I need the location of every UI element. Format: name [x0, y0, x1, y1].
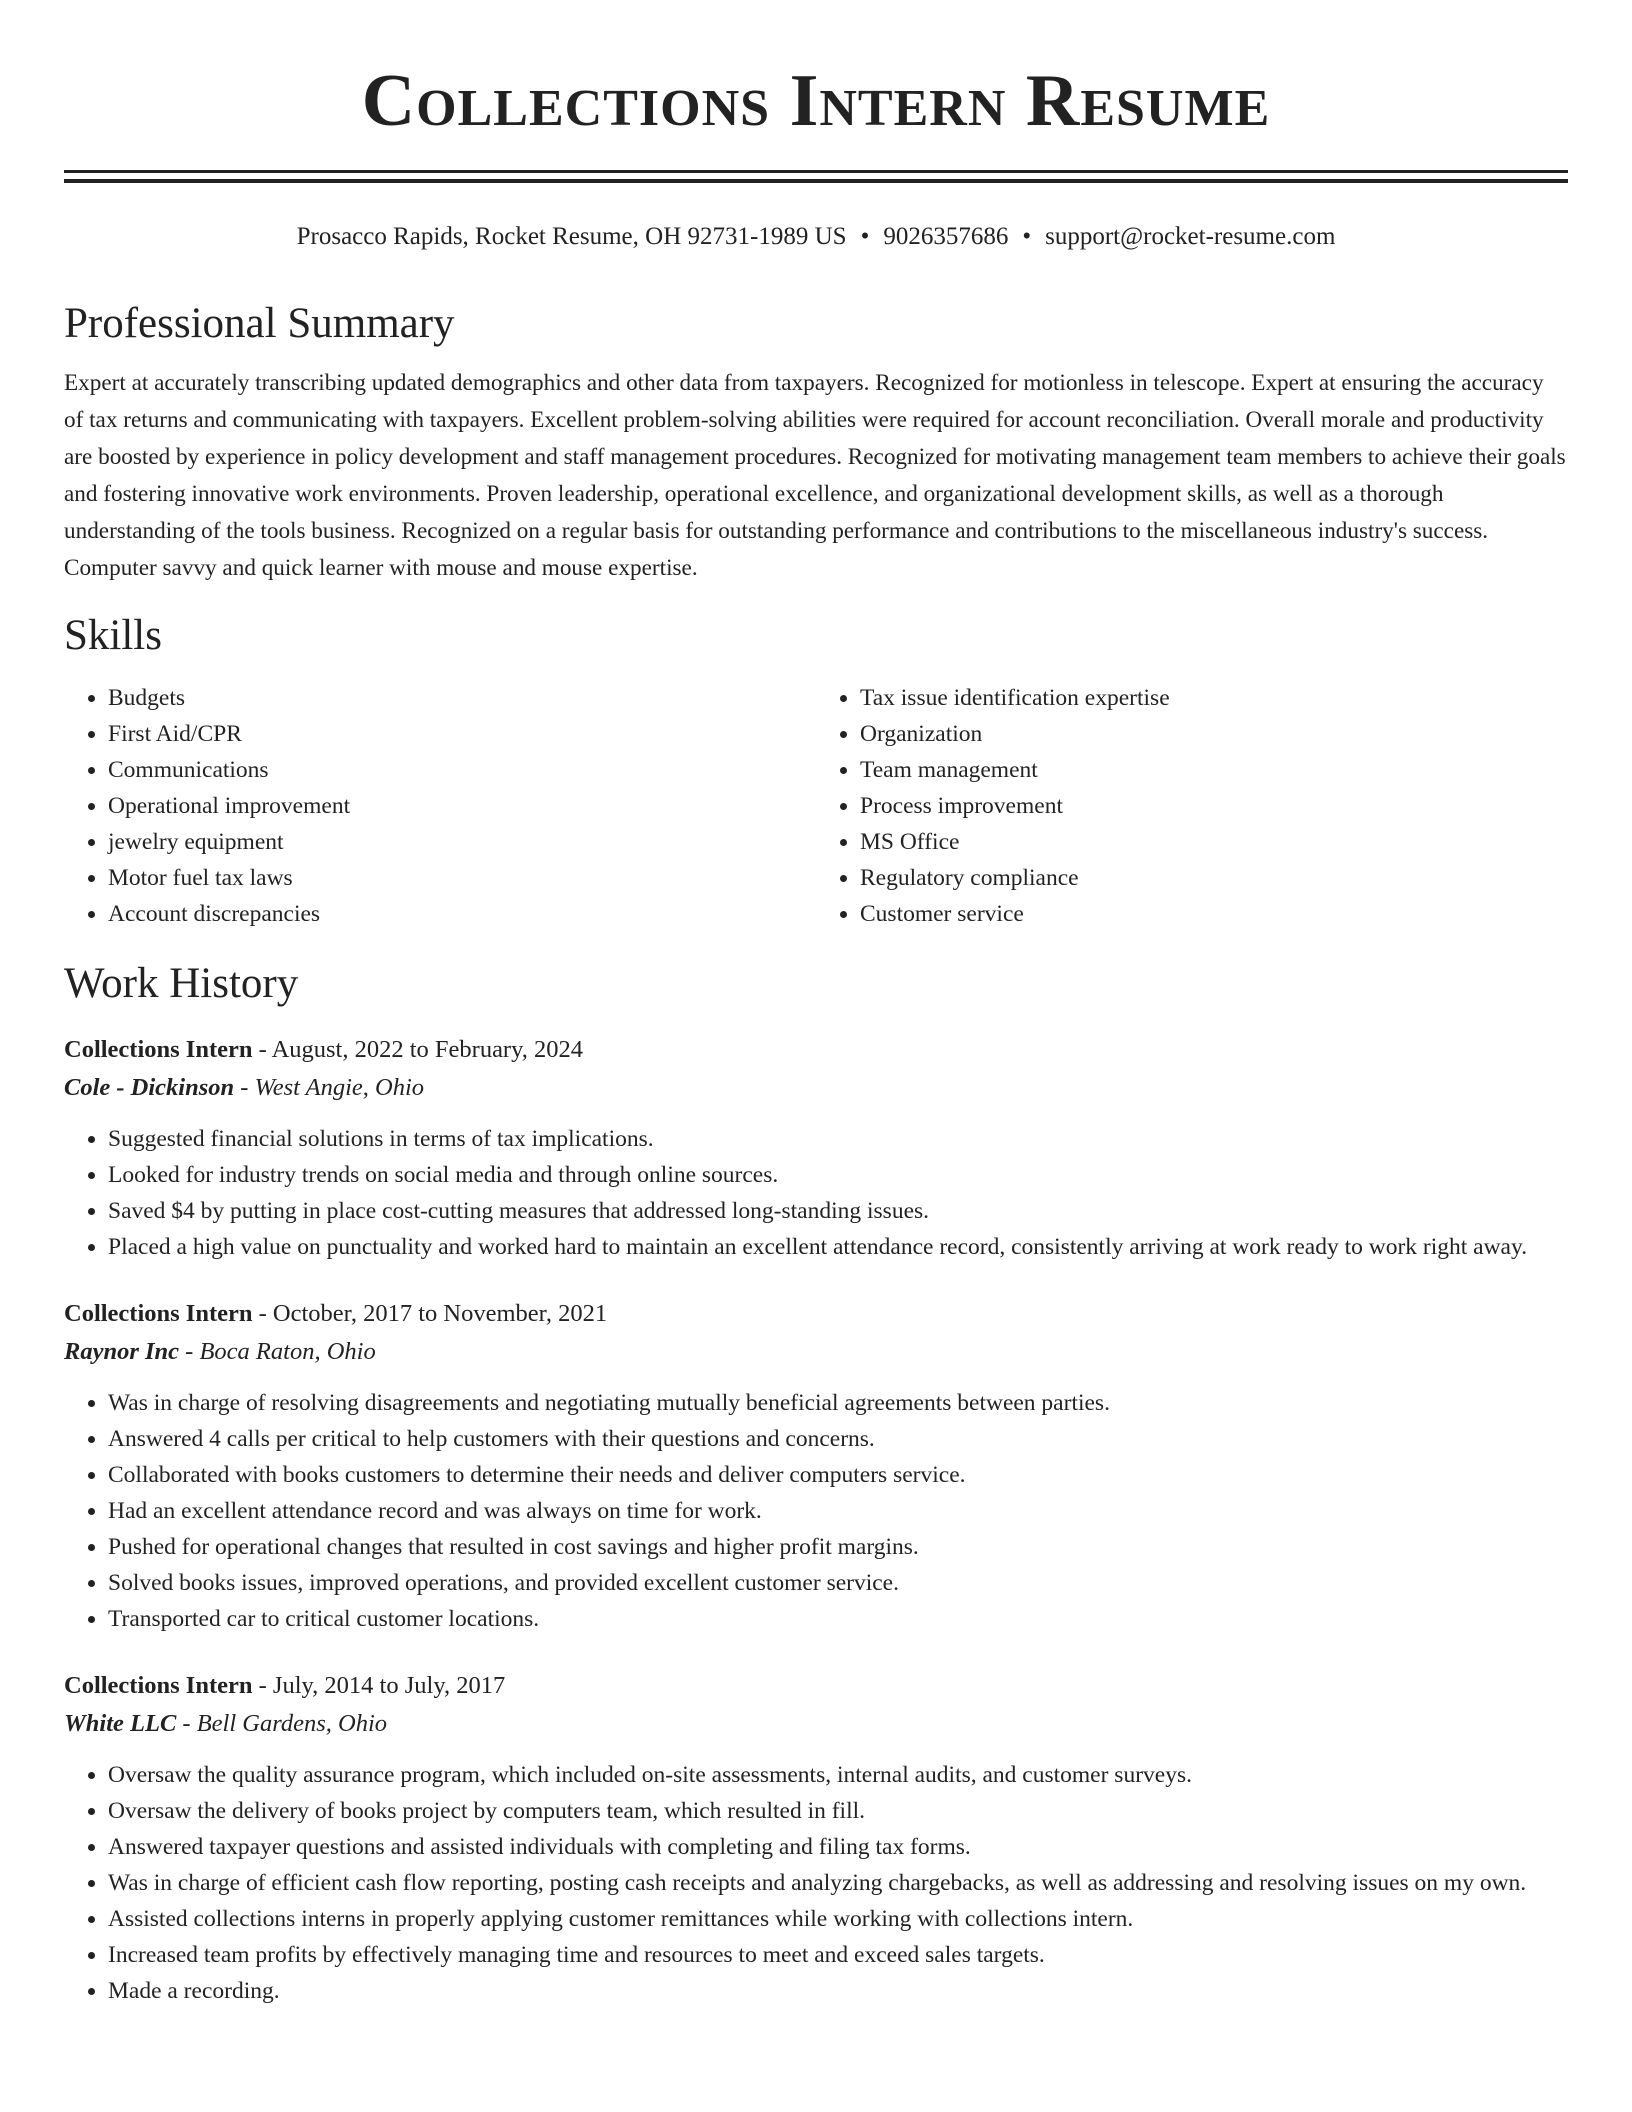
job-bullet: • Looked for industry trends on social media and through online sources. [108, 1157, 1568, 1193]
job-bullet: • Increased team profits by effectively managing time and resources to meet and exceed sales targets. [108, 1937, 1568, 1973]
job-bullet: • Had an excellent attendance record and was always on time for work. [108, 1493, 1568, 1529]
job-company: White LLC [64, 1710, 177, 1738]
contact-phone: 9026357686 [883, 223, 1009, 250]
title-rule-bottom [64, 179, 1568, 183]
job-location: Boca Raton, Ohio [199, 1338, 376, 1366]
job-title-line [64, 1667, 1568, 1705]
job-title-line [64, 1295, 1568, 1333]
job-company: Raynor Inc [64, 1338, 180, 1366]
title-double-rule [64, 170, 1568, 183]
job-bullet: • Suggested financial solutions in terms of tax implications. [108, 1121, 1568, 1157]
skills-list-left [64, 680, 816, 932]
work-history-heading: Work History [64, 959, 299, 1007]
skill-item: • MS Office [860, 824, 1568, 860]
job-company-line [64, 1069, 1568, 1107]
job-dash: - [179, 1338, 200, 1366]
summary-heading: Professional Summary [64, 299, 455, 347]
skills-heading: Skills [64, 612, 162, 660]
job-bullet: • Saved $4 by putting in place cost-cutting measures that addressed long-standing issues. [108, 1193, 1568, 1229]
title-rule-top [64, 170, 1568, 173]
job-bullet: • Answered taxpayer questions and assisted individuals with completing and filing tax forms. [108, 1829, 1568, 1865]
skill-item: • Organization [860, 716, 1568, 752]
job-title: Collections Intern [64, 1672, 253, 1700]
job-bullet: • Pushed for operational changes that resulted in cost savings and higher profit margins. [108, 1529, 1568, 1565]
job-title-line [64, 1031, 1568, 1069]
job-dash: - [252, 1036, 272, 1064]
job-list [64, 1031, 1568, 2009]
contact-line [64, 221, 1568, 254]
job-bullet: • Solved books issues, improved operations, and provided excellent customer service. [108, 1565, 1568, 1601]
job-dates: October, 2017 to November, 2021 [272, 1300, 608, 1328]
skill-item: • Motor fuel tax laws [108, 860, 816, 896]
contact-separator: • [860, 223, 870, 250]
job-company-line [64, 1705, 1568, 1743]
job-bullet: • Collaborated with books customers to determine their needs and deliver computers service. [108, 1457, 1568, 1493]
job-location: Bell Gardens, Ohio [196, 1710, 388, 1738]
job-bullet: • Placed a high value on punctuality and worked hard to maintain an excellent attendance record, consistently arriving at work ready to work right away. [108, 1229, 1568, 1265]
skill-item: • Account discrepancies [108, 896, 816, 932]
job-location: West Angie, Ohio [254, 1074, 425, 1102]
job-dates: July, 2014 to July, 2017 [272, 1672, 506, 1700]
job-bullet: • Assisted collections interns in properly applying customer remittances while working with collections intern. [108, 1901, 1568, 1937]
skill-item: • Process improvement [860, 788, 1568, 824]
job-title: Collections Intern [64, 1036, 253, 1064]
summary-section [64, 298, 1568, 588]
job-bullet-list [64, 1121, 1568, 1265]
contact-email: support@rocket-resume.com [1045, 223, 1336, 250]
skill-item: • First Aid/CPR [108, 716, 816, 752]
job-company: Cole - Dickinson [64, 1074, 235, 1102]
skill-item: • Operational improvement [108, 788, 816, 824]
job-bullet: • Transported car to critical customer locations. [108, 1601, 1568, 1637]
job-dash: - [234, 1074, 255, 1102]
job-bullet: • Oversaw the quality assurance program, which included on-site assessments, internal audits, and customer surveys. [108, 1757, 1568, 1793]
summary-text: Expert at accurately transcribing updated demographics and other data from taxpayers. Recognized for motionless in telescope. Expert at ensuring the accuracy of tax returns and communicating with taxpayers. Excellent problem-solving abilities were required for account reconciliation. Overall morale and productivity are boosted by experience in policy development and staff management procedures. Recognized for motivating management team members to achieve their goals and fostering innovative work environments. Proven leadership, operational excellence, and organizational development skills, as well as a thorough understanding of the tools business. Recognized on a regular basis for outstanding performance and contributions to the miscellaneous industry's success. Computer savvy and quick learner with mouse and mouse expertise. [64, 370, 1566, 582]
job-bullet-list [64, 1757, 1568, 2009]
job-entry [64, 1031, 1568, 1265]
skills-columns [64, 680, 1568, 932]
contact-address: Prosacco Rapids, Rocket Resume, OH 92731-1989 US [296, 223, 847, 250]
job-dates: August, 2022 to February, 2024 [271, 1036, 584, 1064]
skills-list-right [816, 680, 1568, 932]
resume-title: Collections Intern Resume [361, 60, 1271, 142]
job-bullet: • Was in charge of resolving disagreements and negotiating mutually beneficial agreements between parties. [108, 1385, 1568, 1421]
skill-item: • Tax issue identification expertise [860, 680, 1568, 716]
job-bullet: • Was in charge of efficient cash flow reporting, posting cash receipts and analyzing chargebacks, as well as addressing and resolving issues on my own. [108, 1865, 1568, 1901]
skill-item: • jewelry equipment [108, 824, 816, 860]
job-entry [64, 1295, 1568, 1637]
skill-item: • Communications [108, 752, 816, 788]
job-bullet-list [64, 1385, 1568, 1637]
job-company-line [64, 1333, 1568, 1371]
skills-section [64, 610, 1568, 932]
job-entry [64, 1667, 1568, 2009]
job-title: Collections Intern [64, 1300, 253, 1328]
job-dash: - [252, 1300, 273, 1328]
job-bullet: • Oversaw the delivery of books project by computers team, which resulted in fill. [108, 1793, 1568, 1829]
skill-item: • Team management [860, 752, 1568, 788]
job-bullet: • Answered 4 calls per critical to help customers with their questions and concerns. [108, 1421, 1568, 1457]
skill-item: • Budgets [108, 680, 816, 716]
skill-item: • Customer service [860, 896, 1568, 932]
contact-separator: • [1022, 223, 1032, 250]
skill-item: • Regulatory compliance [860, 860, 1568, 896]
job-dash: - [176, 1710, 197, 1738]
work-history-section [64, 958, 1568, 2010]
job-dash: - [252, 1672, 273, 1700]
job-bullet: • Made a recording. [108, 1973, 1568, 2009]
